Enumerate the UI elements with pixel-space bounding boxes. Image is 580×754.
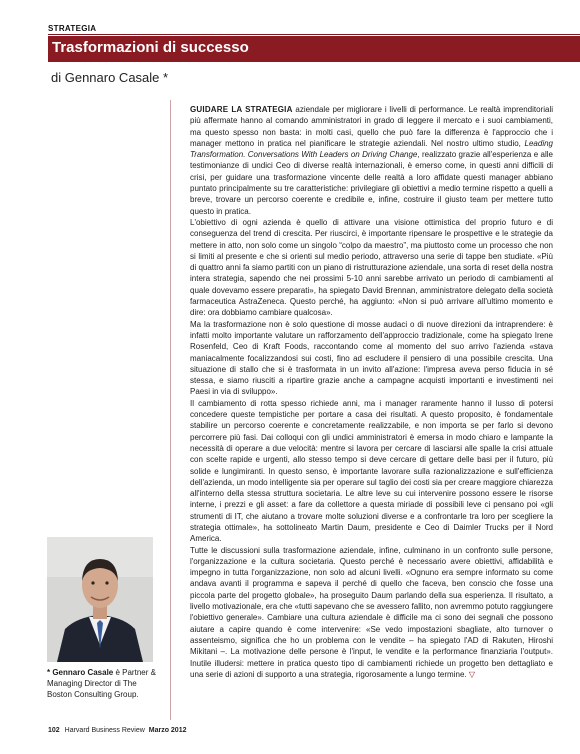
study-title: Leading Transformation. Conversations With Leaders on Driving Change	[190, 138, 553, 160]
page-number: 102	[48, 727, 60, 734]
header-top-rule	[48, 34, 580, 35]
lead-in: GUIDARE LA STRATEGIA	[190, 105, 293, 114]
paragraph-4: Il cambiamento di rotta spesso richiede anni, ma i manager raramente hanno il lusso di potersi concedere queste tempistiche per portare a casa dei risultati. A questo proposito, è fondamentale stabilire un percorso coerente e concretamente realizzabile, e non importa se per farlo si devono percorrere più fasi. Dai colloqui con gli undici amministratori è emersa in modo chiaro e lampante la necessità di operare a due velocità: mentre si lavora per cercare di lasciarsi alle spalle la crisi attuale con scelte rapide e urgenti, allo stesso tempo si deve cercare di gettare delle basi per il futuro, più solide e lungimiranti. In questo senso, è importante lavorare sulla razionalizzazione e sull'efficienza dell'azienda, un modo intelligente sia per operare sul taglio dei costi sia per creare maggiore chiarezza all'interno della stessa struttura societaria. Le altre leve su cui intervenire possono essere le risorse interne, i prezzi e gli asset: a fare da collettore a questa miriade di possibili leve ci pensano poi «gli strumenti di IT, che aiutano a trovare molte soluzioni diverse e a confrontarle tra loro per scegliere la strategia ottimale», ha sottolineato Martin Daum, presidente e Ceo di Daimler Trucks per il Nord America.	[190, 398, 553, 544]
column-divider	[170, 100, 171, 720]
byline: di Gennaro Casale *	[51, 70, 169, 85]
issue-date: Marzo 2012	[148, 727, 187, 734]
author-name: * Gennaro Casale	[47, 668, 114, 677]
paragraph-3: Ma la trasformazione non è solo questione di mosse audaci o di nuove direzioni da intraprendere: è infatti molto importante valutare un rafforzamento dell'approccio tradizionale, come ha spiegato Irene Rosenfeld, Ceo di Kraft Foods, raccontando come al momento del suo arrivo l'azienda «stava maniacalmente focalizzandosi sui costi, fino ad escludere il pensiero di una possibile crescita. Una situazione di stallo che si è trasformata in un invito all'azione: l'impresa aveva perso fiducia in sé stessa, e siamo riusciti a ripartire grazie anche a campagne acquisti importanti e investimenti nei Paesi in via di sviluppo».	[190, 319, 553, 397]
paragraph-2: L'obiettivo di ogni azienda è quello di attivare una visione ottimistica del proprio futuro e di conseguenza del trend di crescita. Per riuscirci, è importante ripensare le prospettive e le strategie da mettere in atto, non solo come un singolo “colpo da maestro”, ma piuttosto come un processo che non si limiti al presente e che si orienti sul medio periodo, attraverso una serie di tappe ben studiate. «Più di quattro anni fa siamo partiti con un piano di ristrutturazione aziendale, una sorta di reset della nostra intera strategia, sapendo che nei prossimi 5-10 anni sarebbe arrivato un periodo di cambiamenti al quale dovevamo essere preparati», ha spiegato David Brennan, amministratore delegato della società farmaceutica AstraZeneca. Questo perché, ha aggiunto: «Non si può arrivare all'ultimo momento e dire: ora dobbiamo cambiare qualcosa».	[190, 217, 553, 318]
author-photo	[47, 537, 153, 662]
end-mark-icon: ▽	[468, 669, 475, 679]
author-bio: * Gennaro Casale è Partner & Managing Director di The Boston Consulting Group.	[47, 668, 156, 699]
magazine-name: Harvard Business Review	[64, 727, 145, 734]
paragraph-1: GUIDARE LA STRATEGIA aziendale per migliorare i livelli di performance. Le realtà imprenditoriali più affermate hanno al comando amministratori in grado di leggere il mercato e i suoi cambiamenti, ma questo spesso non basta: in molti casi, quello che può fare la differenza è l'approccio che i manager mettono in pratica nel pianificare le strategie aziendali. Nel nostro ultimo studio, Leading Transformation. Conversations With Leaders on Driving Change, realizzato grazie all'esperienza e alle testimonianze di undici Ceo di diverse realtà internazionali, è emerso come, in questi anni difficili di crisi, per guidare una trasformazione vincente delle realtà a loro affidate questi manager abbiano puntato principalmente su tre caratteristiche: privilegiare gli obiettivi a medio termine rispetto a quelli a breve, trovare un percorso coerente e credibile e, infine, costruire il giusto team per mettere tutto questo in pratica.	[190, 105, 553, 216]
section-label: STRATEGIA	[48, 24, 97, 33]
article-title: Trasformazioni di successo	[52, 39, 249, 56]
page-footer	[48, 727, 187, 734]
author-portrait-icon	[47, 537, 153, 662]
article-body	[190, 104, 553, 680]
title-band	[48, 36, 580, 62]
paragraph-5: Tutte le discussioni sulla trasformazione aziendale, infine, culminano in un confronto sulle persone, l'organizzazione e la cultura societaria. Questo perché è necessario avere obiettivi, affidabilità e impegno in tutta l'organizzazione, non solo ad alcuni livelli. «Ognuno era sempre informato su come andava avanti il programma e sapeva il perché di quello che faceva, ben conscio che fosse una piccola parte del progetto globale», ha proseguito Daum parlando della sua esperienza. Il risultato, a livello motivazionale, era che «tutti sapevano che se avessero fallito, non avremmo potuto raggiungere l'obiettivo generale». Cambiare una cultura aziendale è difficile ma ci sono dei segnali che possono aiutare a capire quando è come intervenire: «Se vedo impostazioni sbagliate, alto turnover o assenteismo, significa che ho un problema con le vendite – ha spiegato l'AD di Rakuten, Hiroshi Mikitani –. La motivazione delle persone è l'input, le vendite e la performance finanziaria l'output». Inutile illudersi: mettere in pratica questo tipo di cambiamenti richiede un progetto ben dettagliato e una serie di azioni di supporto a una strategia, rigorosamente a lungo termine. ▽	[190, 545, 553, 679]
